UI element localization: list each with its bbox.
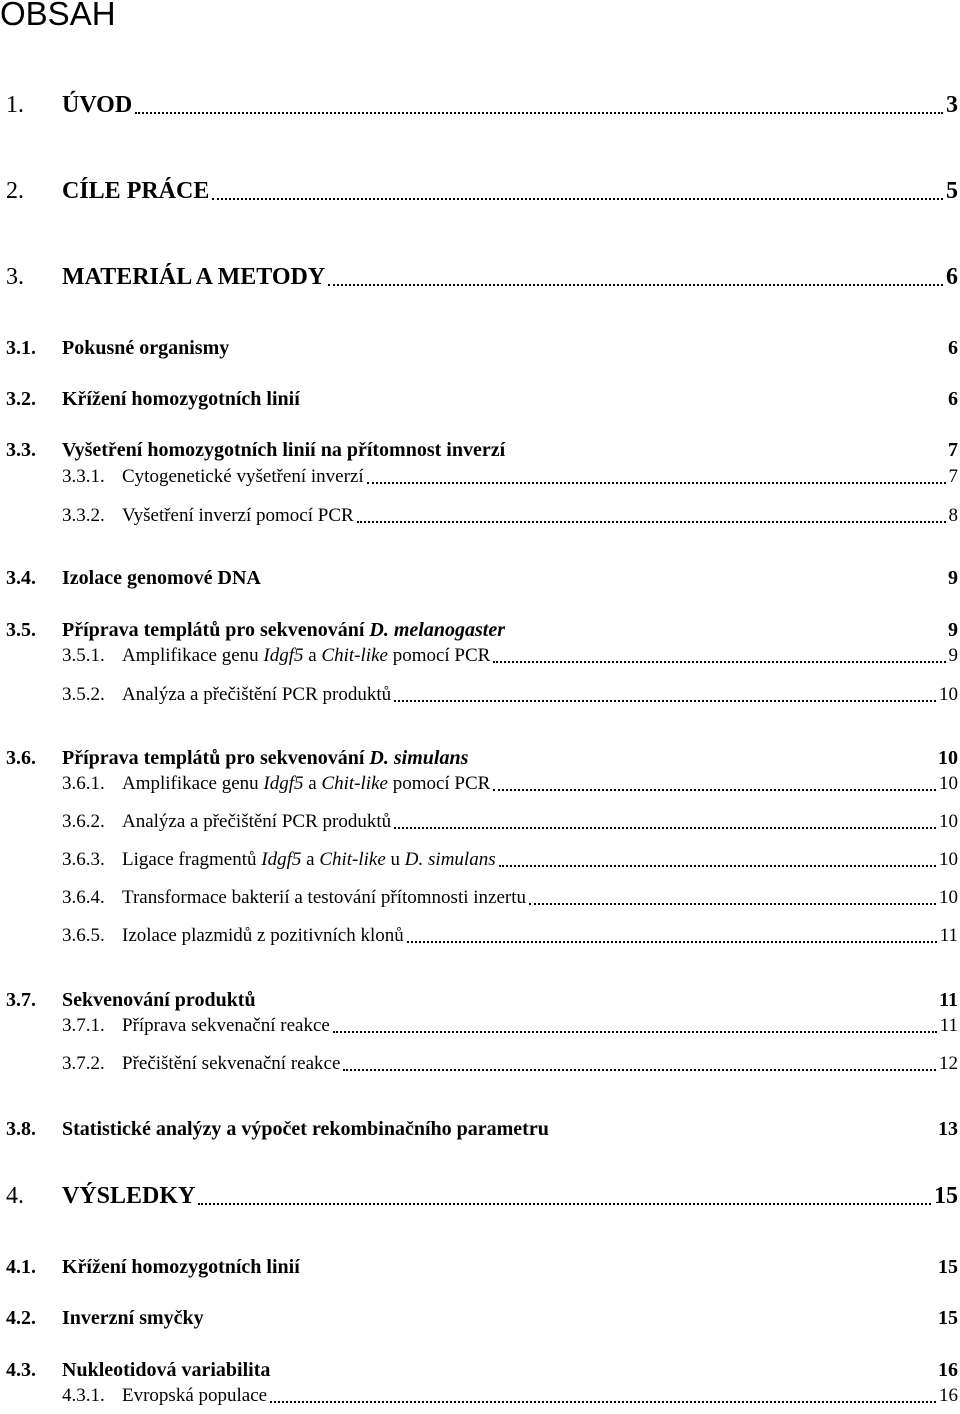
toc-entry-label: Pokusné organismy — [62, 337, 230, 359]
toc-entry-number: 3.5.1. — [62, 645, 105, 666]
toc-entry-number: 3.4. — [6, 567, 36, 589]
toc-entry-number: 3.6.3. — [62, 849, 105, 870]
toc-entry[interactable] — [0, 1111, 958, 1141]
page-title: OBSAH — [0, 0, 116, 32]
toc-entry-label: Příprava sekvenační reakce — [122, 1015, 330, 1036]
toc-entry[interactable] — [0, 1180, 958, 1210]
toc-entry[interactable] — [0, 803, 958, 833]
toc-entry-page: 10 — [939, 849, 958, 870]
toc-dot-leader — [407, 941, 937, 943]
toc-dot-leader — [493, 661, 946, 663]
toc-entry-page: 10 — [938, 747, 958, 769]
toc-entry-page: 3 — [946, 92, 958, 118]
toc-entry-number: 4.1. — [6, 1256, 36, 1278]
toc-entry-page: 15 — [938, 1307, 958, 1329]
toc-entry-number: 3.6. — [6, 747, 36, 769]
toc-entry-label: Vyšetření inverzí pomocí PCR — [122, 505, 354, 526]
toc-entry-label: Izolace genomové DNA — [62, 567, 261, 589]
toc-entry-label: Příprava templátů pro sekvenování D. melanogaster — [62, 619, 505, 641]
toc-entry-number: 3.1. — [6, 337, 36, 359]
toc-entry-page: 15 — [934, 1183, 958, 1209]
toc-entry-label: Ligace fragmentů Idgf5 a Chit-like u D. simulans — [122, 849, 496, 870]
toc-entry-number: 2. — [6, 178, 24, 204]
toc-entry-label: Inverzní smyčky — [62, 1307, 204, 1329]
toc-entry[interactable] — [0, 1007, 958, 1037]
toc-entry-number: 3.3.1. — [62, 466, 105, 487]
toc-entry-page: 16 — [938, 1359, 958, 1381]
toc-entry-label: Křížení homozygotních linií — [62, 1256, 300, 1278]
toc-entry[interactable] — [0, 841, 958, 871]
toc-entry-page: 6 — [946, 264, 958, 290]
toc-dot-leader — [333, 1031, 937, 1033]
toc-entry[interactable] — [0, 676, 958, 706]
toc-entry-number: 3.6.5. — [62, 925, 105, 946]
toc-dot-leader — [270, 1401, 936, 1403]
toc-entry-page: 11 — [939, 989, 958, 1011]
toc-entry-number: 3.5.2. — [62, 684, 105, 705]
toc-entry-label: Křížení homozygotních linií — [62, 388, 300, 410]
toc-entry-number: 3.7.1. — [62, 1015, 105, 1036]
toc-entry-label: MATERIÁL A METODY — [62, 264, 326, 290]
toc-dot-leader — [493, 789, 936, 791]
toc-entry-page: 7 — [948, 466, 958, 487]
toc-entry-page: 10 — [939, 811, 958, 832]
toc-entry-label: Přečištění sekvenační reakce — [122, 1053, 341, 1074]
toc-entry-number: 3.7.2. — [62, 1053, 105, 1074]
toc-entry-page: 13 — [938, 1118, 958, 1140]
toc-entry-number: 3.3.2. — [62, 505, 105, 526]
toc-dot-leader — [328, 284, 943, 286]
toc-entry-label: Příprava templátů pro sekvenování D. simulans — [62, 747, 469, 769]
toc-entry-page: 6 — [948, 337, 958, 359]
toc-entry-number: 3.5. — [6, 619, 36, 641]
toc-dot-leader — [529, 903, 936, 905]
toc-entry-page: 10 — [939, 684, 958, 705]
toc-entry-page: 10 — [939, 887, 958, 908]
toc-entry-page: 5 — [946, 178, 958, 204]
toc-entry[interactable] — [0, 1300, 958, 1330]
toc-entry[interactable] — [0, 261, 958, 291]
toc-entry[interactable] — [0, 637, 958, 667]
toc-dot-leader — [394, 700, 936, 702]
toc-entry-number: 4.3.1. — [62, 1385, 105, 1406]
toc-entry-number: 4.2. — [6, 1307, 36, 1329]
toc-entry[interactable] — [0, 175, 958, 205]
toc-entry[interactable] — [0, 879, 958, 909]
toc-entry-page: 7 — [948, 439, 958, 461]
toc-dot-leader — [357, 521, 946, 523]
toc-entry-label: Sekvenování produktů — [62, 989, 256, 1011]
toc-entry-page: 11 — [939, 1015, 958, 1036]
toc-entry-label: Cytogenetické vyšetření inverzí — [122, 466, 364, 487]
toc-dot-leader — [198, 1203, 931, 1205]
toc-entry-number: 3.3. — [6, 439, 36, 461]
toc-entry-number: 3.6.2. — [62, 811, 105, 832]
toc-entry-label: CÍLE PRÁCE — [62, 178, 210, 204]
toc-entry-label: Amplifikace genu Idgf5 a Chit-like pomocí PCR — [122, 645, 491, 666]
toc-entry-page: 11 — [939, 925, 958, 946]
toc-entry-page: 8 — [948, 505, 958, 526]
toc-entry-label: VÝSLEDKY — [62, 1183, 196, 1209]
toc-entry-label: Vyšetření homozygotních linií na přítomnost inverzí — [62, 439, 506, 461]
toc-entry-number: 3.6.1. — [62, 773, 105, 794]
toc-entry-number: 1. — [6, 92, 24, 118]
toc-entry-label: Izolace plazmidů z pozitivních klonů — [122, 925, 404, 946]
toc-entry[interactable] — [0, 765, 958, 795]
toc-dot-leader — [212, 198, 943, 200]
toc-entry[interactable] — [0, 1249, 958, 1279]
toc-entry-number: 3.8. — [6, 1118, 36, 1140]
toc-entry[interactable] — [0, 1045, 958, 1075]
toc-entry[interactable] — [0, 89, 958, 119]
toc-dot-leader — [394, 827, 936, 829]
toc-entry-label: Statistické analýzy a výpočet rekombinačního parametru — [62, 1118, 549, 1140]
toc-dot-leader — [135, 112, 943, 114]
toc-entry-label: Amplifikace genu Idgf5 a Chit-like pomocí PCR — [122, 773, 491, 794]
toc-entry-label: Analýza a přečištění PCR produktů — [122, 684, 392, 705]
toc-entry[interactable] — [0, 330, 958, 360]
toc-entry-page: 12 — [939, 1053, 958, 1074]
toc-entry-number: 3.6.4. — [62, 887, 105, 908]
toc-entry-label: Evropská populace — [122, 1385, 268, 1406]
toc-entry-page: 6 — [948, 388, 958, 410]
toc-entry[interactable] — [0, 917, 958, 947]
toc-entry-page: 15 — [938, 1256, 958, 1278]
toc-entry-label: ÚVOD — [62, 92, 133, 118]
toc-entry-number: 4.3. — [6, 1359, 36, 1381]
toc-entry-page: 16 — [939, 1385, 958, 1406]
toc-entry-page: 10 — [939, 773, 958, 794]
toc-entry-number: 3. — [6, 264, 24, 290]
toc-entry[interactable] — [0, 458, 958, 488]
toc-entry-number: 3.7. — [6, 989, 36, 1011]
toc-entry-label: Analýza a přečištění PCR produktů — [122, 811, 392, 832]
toc-entry-page: 9 — [948, 645, 958, 666]
toc-dot-leader — [343, 1069, 936, 1071]
toc-entry-number: 3.2. — [6, 388, 36, 410]
toc-entry-page: 9 — [948, 619, 958, 641]
toc-entry-number: 4. — [6, 1183, 24, 1209]
toc-entry[interactable] — [0, 381, 958, 411]
toc-entry-label: Nukleotidová variabilita — [62, 1359, 271, 1381]
toc-entry[interactable] — [0, 560, 958, 590]
toc-entry[interactable] — [0, 497, 958, 527]
toc-entry-label: Transformace bakterií a testování přítomnosti inzertu — [122, 887, 527, 908]
toc-entry-page: 9 — [948, 567, 958, 589]
toc-dot-leader — [499, 865, 936, 867]
toc-dot-leader — [367, 482, 946, 484]
toc-entry[interactable] — [0, 1377, 958, 1407]
